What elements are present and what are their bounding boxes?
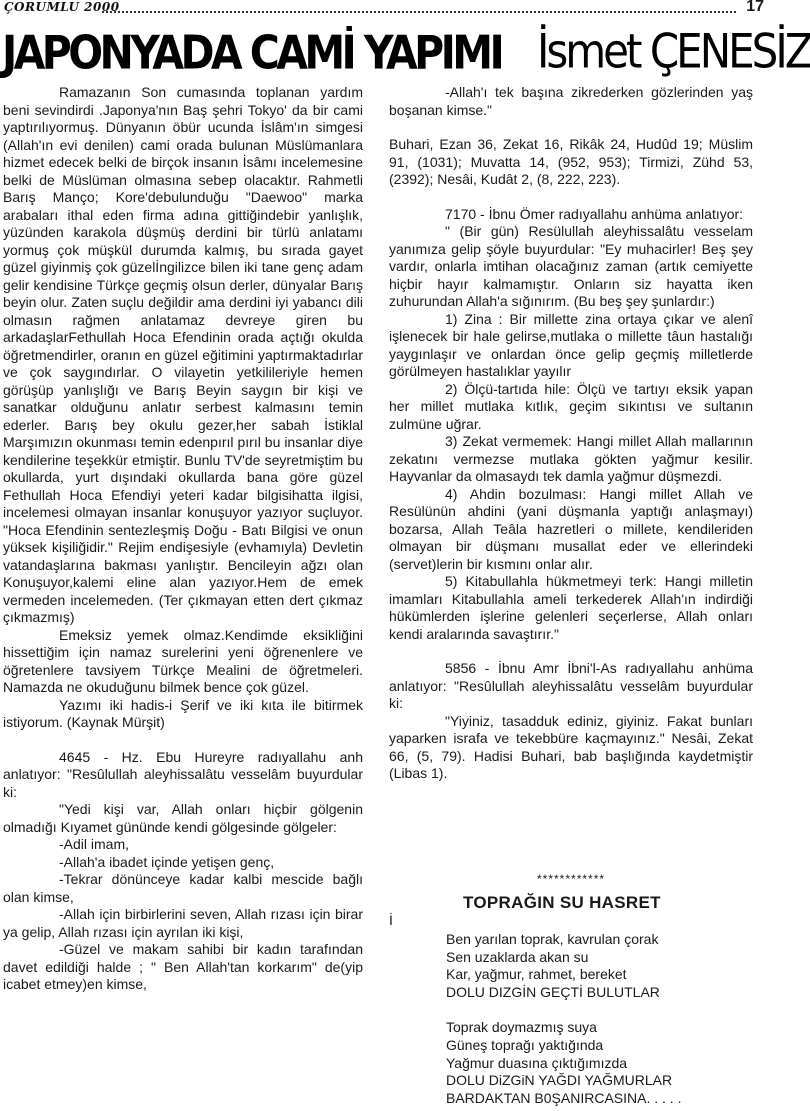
paragraph: Emeksiz yemek olmaz.Kendimde eksikliğini hissettiğim için namaz surelerini yeni öğrenenlere ve öğretenlere tavsiyem Türkçe Mealini de öğretmeleri. Namazda ne okuduğunu bilmek bence çok güzel. xyxy=(3,626,363,695)
list-item: 5) Kitabullahla hükmetmeyi terk: Hangi milletin imamları Kitabullahla ameli terkederek Allah'ın indirdiği hükümlerden işlerine gelenleri seçerlerse, Allah onları kendi aralarında savaştırır." xyxy=(389,573,753,642)
paragraph: Ramazanın Son cumasında toplanan yardım beni sevindirdi .Japonya'nın Baş şehri Tokyo' da bir cami yaptırılıyormuş. Dünyanın öbür ucunda İslâm'ın simgesi (Allah'ın evi denilen) cami orada bulunan Müslümanlara hizmet edecek belki de birçok insanın İsâmı incelemesine belki de Müslüman olmasına sebep olacaktır. Rahmetli Barış Manço; Kore'debulunduğu "Daewoo" marka arabaları ithal eden firma adına gittiğindebir yanlışlık, yüzünden karakola düşmüş derdini bir türlü anlatamı yormuş çok müşkül durumda kalmış, bu sırada gayet güzel giyinmiş çok güzelİngilizce bilen iki tane genç adam gelir kendisine Türkçe geçmiş olsun derler, dünyalar Barış beyin olur. Zaten suçlu değildir ama derdini iyi yabancı dili olmasın rağmen anlatamaz devreye giren bu arkadaşlarFethullah Hoca Efendinin orada açtığı okulda öğretmendirler, oranın en güzel eğitimini yaptırmaktadırlar ve çok saygındırlar. O vilayetin yetkilileriyle hemen görüşüp yanlışlığı ve Barış Beyin saygın bir kişi ve sanatkar olduğunu anlatır serbest kalmasını temin ederler. Barış bey okulu gezer,her sabah İstiklal Marşımızın okunması temin edenpırıl pırıl bu insanlar diye kendilerine teşekkür etmiştir. Bunlu TV'de seyretmiştim bu okullarda, yurt dışındaki okullarda bana göre güzel Fethullah Hoca Efendiyi yeteri kadar bilgisihatta ilgisi, incelemesi olmayan insanlar konuşuyor yazıyor suçluyor. "Hoca Efendinin sentezleşmiş Doğu - Batı Bilgisi ve onun yüksek kişiliğidir." Rejim endişesiyle (evhamıyla) Devletin vatandaşlarına bakması yanlıştır. Bencileyin ağzı olan Konuşuyor,kalemi eline alan yazıyor.Hem de emek vermeden incelemeden. (Ter çıkmayan etten dert çıkmaz çıkmazmış) xyxy=(3,84,363,625)
list-item: -Allah'a ibadet içinde yetişen genç, xyxy=(59,853,275,870)
list-item: -Güzel ve makam sahibi bir kadın tarafından davet edildiği halde ; " Ben Allah'tan korkarım" de(yip icabet etmey)en kimse, xyxy=(3,941,363,992)
paragraph: Yazımı iki hadis-i Şerif ve iki kıta ile bitirmek istiyorum. (Kaynak Mürşit) xyxy=(3,696,363,730)
list-item: -Allah için birbirlerini seven, Allah rızası için birar ya gelip, Allah rızası için ayrılan iki kişi, xyxy=(3,906,363,940)
paragraph: 5856 - İbnu Amr İbni'l-As radıyallahu anhüma anlatıyor: "Resûlullah aleyhissalâtu vesselâm buyurdular ki: xyxy=(389,660,753,711)
poem-line: DOLU DiZGiN YAĞDI YAĞMURLAR xyxy=(446,1072,673,1089)
column-left xyxy=(3,84,363,994)
poem-title: TOPRAĞIN SU HASRET xyxy=(463,893,661,912)
list-item: 3) Zekat vermemek: Hangi millet Allah mallarının zekatını vermezse mutlaka gökten yağmur kesilir. Hayvanlar da olmasaydı tek damla yağmur düşmezdi. xyxy=(389,433,753,484)
poem-line: Güneş toprağı yaktığında xyxy=(446,1036,604,1053)
paragraph: "Yiyiniz, tasadduk ediniz, giyiniz. Fakat bunları yaparken israfa ve tekebbüre kaçmayınız." Nesâi, Zekat 66, (5, 79). Hadisi Buhari, bab başlığında kaydetmiştir (Libas 1). xyxy=(389,712,753,781)
page-header xyxy=(4,0,764,18)
poem-line: Sen uzaklarda akan su xyxy=(446,948,589,965)
paragraph: 4645 - Hz. Ebu Hureyre radıyallahu anh anlatıyor: "Resûlullah aleyhissalâtu vesselâm buyurdular ki: xyxy=(3,748,363,800)
stray-character: İ xyxy=(389,912,393,928)
paragraph: "Yedi kişi var, Allah onları hiçbir gölgenin olmadığı Kıyamet gününde kendi gölgesinde gölgeler: xyxy=(3,801,363,835)
list-item: -Allah'ı tek başına zikrederken gözlerinden yaş boşanan kimse." xyxy=(389,84,753,118)
poem-line: Kar, yağmur, rahmet, bereket xyxy=(446,966,627,983)
paragraph: 7170 - İbnu Ömer radıyallahu anhüma anlatıyor: xyxy=(445,205,744,222)
column-right xyxy=(389,84,753,783)
poem-line: Toprak doymazmış suya xyxy=(446,1019,597,1036)
article-author: İsmet ÇENESİZ xyxy=(537,24,810,79)
poem-line: DOLU DIZGİN GEÇTİ BULUTLAR xyxy=(446,983,660,1000)
page-number: 17 xyxy=(746,0,764,15)
poem xyxy=(446,931,756,1107)
citation: Buhari, Ezan 36, Zekat 16, Rikâk 24, Hudûd 19; Müslim 91, (1031); Muvatta 14, (952, 953); Tirmizi, Zühd 53, (2392); Nesâi, Kudât 2, (8, 222, 223). xyxy=(389,136,753,187)
header-dotted-rule xyxy=(102,11,736,13)
section-separator: ************ xyxy=(537,872,606,886)
paragraph: " (Bir gün) Resülullah aleyhissalâtu vesselam yanımıza gelip şöyle buyurdular: "Ey muhacirler! Beş şey vardır, onlarla imtihan olacağınız zaman (artık cemiyette hiçbir hayır kalmamıştır. Onların siz hayatta iken zuhurundan Allah'a sığınırım. (Bu beş şey şunlardır:) xyxy=(389,223,753,309)
list-item: -Adil imam, xyxy=(59,836,130,852)
list-item: -Tekrar dönünceye kadar kalbi mescide bağlı olan kimse, xyxy=(3,871,363,905)
poem-line: Ben yarılan toprak, kavrulan çorak xyxy=(446,931,659,947)
poem-line: Yağmur duasına çıktığımızda xyxy=(446,1054,628,1071)
publication-name: ÇORUMLU 2000 xyxy=(4,0,120,14)
article-title: JAPONYADA CAMİ YAPIMI xyxy=(2,26,502,80)
list-item: 1) Zina : Bir millette zina ortaya çıkar ve alenî işlenecek bir hale gelirse,mutlaka o millette tâun hastalığı yaygınlaşır ve onlardan önce gelip geçmiş milletlerde görülmeyen hastalıklar yayılır xyxy=(389,310,753,379)
list-item: 4) Ahdin bozulması: Hangi millet Allah ve Resülünün ahdini (yani düşmanla yaptığı anlaşmayı) bozarsa, Allah Teâla hazretleri o millete, kendileriden olmayan bir düşmanı musallat eder ve ellerindeki (servet)lerin bir kısmını onlar alır. xyxy=(389,485,753,572)
poem-line: BARDAKTAN B0ŞANIRCASINA. . . . . xyxy=(446,1089,682,1106)
list-item: 2) Ölçü-tartıda hile: Ölçü ve tartıyı eksik yapan her millet mutlaka kıtlık, geçim sıkıntısı ve sultanın zulmüne uğrar. xyxy=(389,380,753,432)
